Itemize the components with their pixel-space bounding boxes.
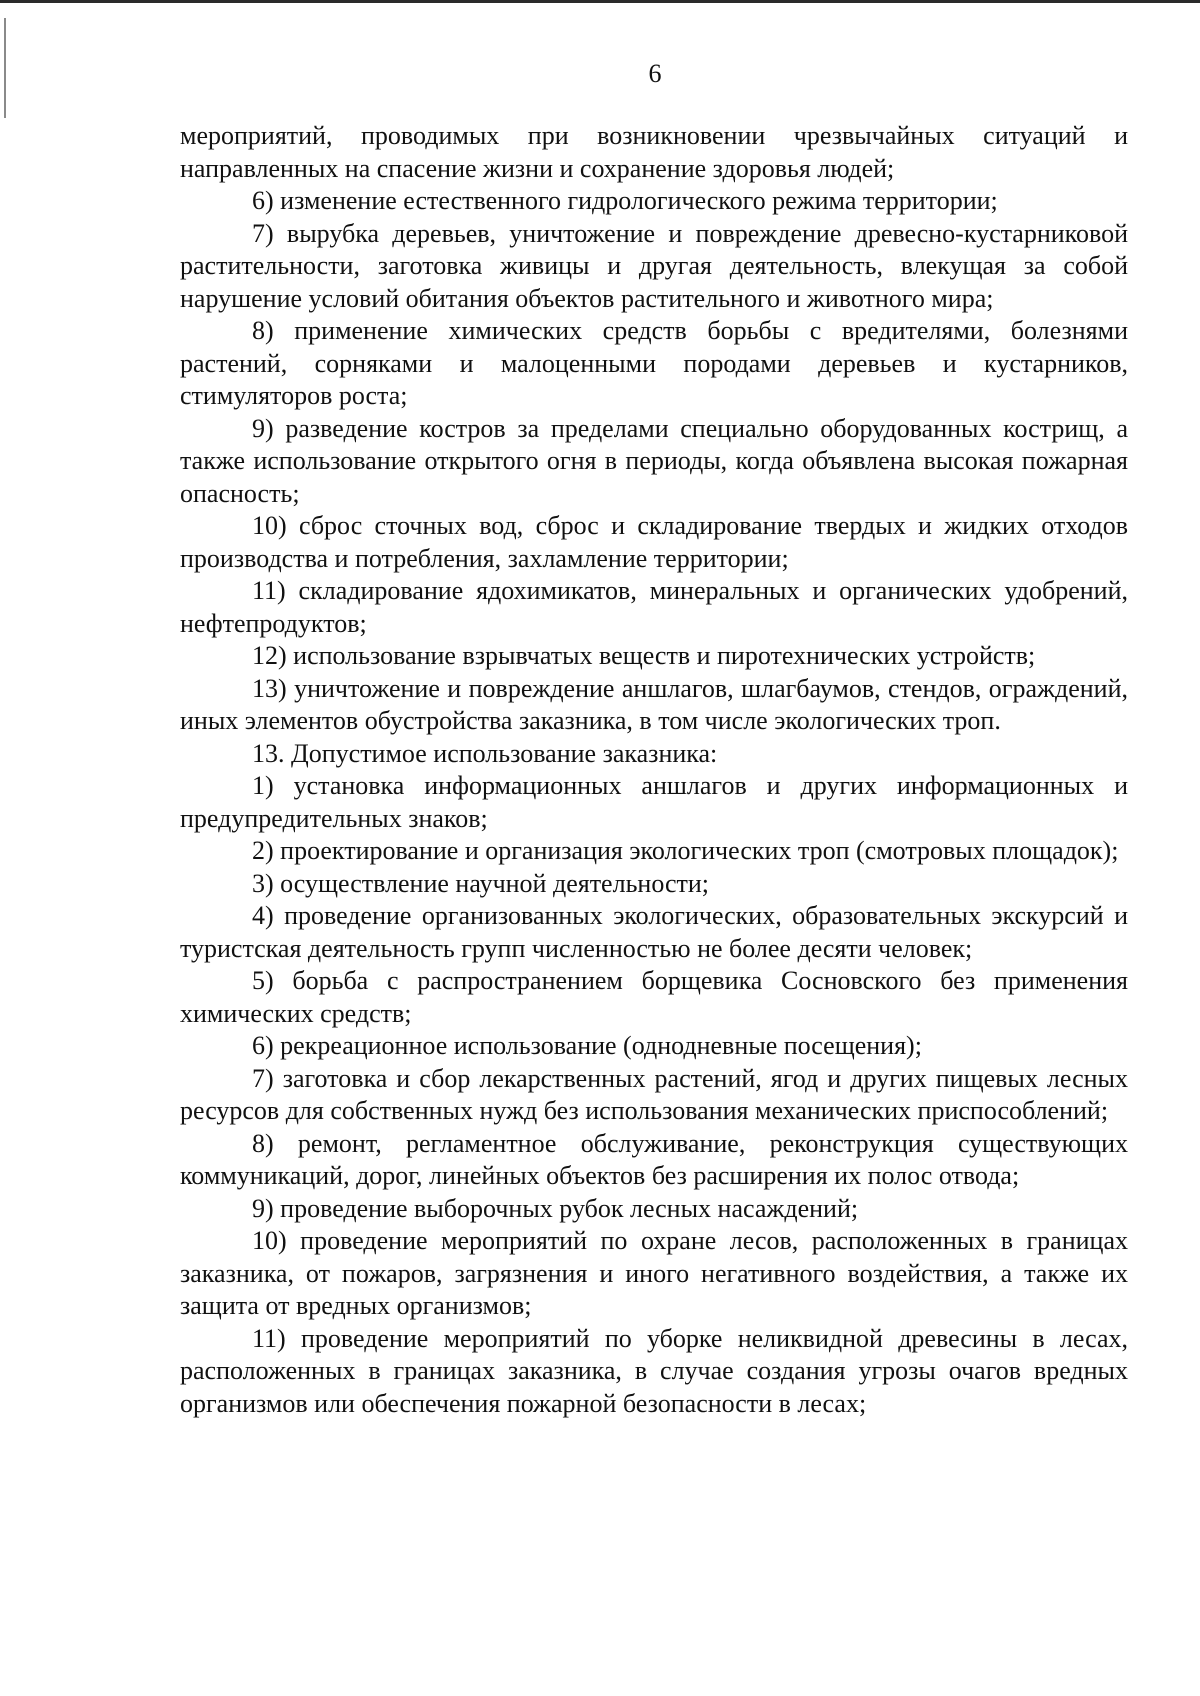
section-heading-13: 13. Допустимое использование заказника: (252, 738, 718, 768)
paragraph-item-10: 10) сброс сточных вод, сброс и складирование твердых и жидких отходов производства и потребления, захламление территории; (180, 511, 1128, 573)
allowed-item-1: 1) установка информационных аншлагов и других информационных и предупредительных знаков; (180, 771, 1128, 833)
paragraph-item-12: 12) использование взрывчатых веществ и пиротехнических устройств; (252, 641, 1036, 670)
allowed-item-7: 7) заготовка и сбор лекарственных растений, ягод и других пищевых лесных ресурсов для собственных нужд без использования механических приспособлений; (180, 1063, 1128, 1125)
paragraph-item-7: 7) вырубка деревьев, уничтожение и повреждение древесно-кустарниковой растительности, заготовка живицы и другая деятельность, влекущая за собой нарушение условий обитания объектов растительного и животного мира; (180, 218, 1128, 313)
paragraph-item-13: 13) уничтожение и повреждение аншлагов, шлагбаумов, стендов, ограждений, иных элементов обустройства заказника, в том числе экологических троп. (180, 673, 1128, 735)
paragraph-item-8: 8) применение химических средств борьбы с вредителями, болезнями растений, сорняками и малоценными породами деревьев и кустарников, стимуляторов роста; (180, 316, 1128, 410)
top-scan-border (0, 0, 1200, 3)
allowed-item-6: 6) рекреационное использование (однодневные посещения); (252, 1031, 922, 1060)
paragraph-continuation: мероприятий, проводимых при возникновении чрезвычайных ситуаций и направленных на спасение жизни и сохранение здоровья людей; (180, 121, 1128, 183)
paragraph-item-9: 9) разведение костров за пределами специально оборудованных кострищ, а также использование открытого огня в периоды, когда объявлена высокая пожарная опасность; (180, 413, 1128, 508)
allowed-item-5: 5) борьба с распространением борщевика Сосновского без применения химических средств; (180, 966, 1128, 1028)
allowed-item-2: 2) проектирование и организация экологических троп (смотровых площадок); (252, 836, 1119, 865)
allowed-item-4: 4) проведение организованных экологических, образовательных экскурсий и туристская деятельность групп численностью не более десяти человек; (180, 901, 1128, 963)
allowed-item-9: 9) проведение выборочных рубок лесных насаждений; (252, 1193, 859, 1223)
allowed-item-8: 8) ремонт, регламентное обслуживание, реконструкция существующих коммуникаций, дорог, линейных объектов без расширения их полос отвода; (180, 1128, 1128, 1190)
allowed-item-11: 11) проведение мероприятий по уборке неликвидной древесины в лесах, расположенных в границах заказника, в случае создания угрозы очагов вредных организмов или обеспечения пожарной безопасности в лесах; (180, 1323, 1128, 1418)
allowed-item-10: 10) проведение мероприятий по охране лесов, расположенных в границах заказника, от пожаров, загрязнения и иного негативного воздействия, а также их защита от вредных организмов; (180, 1226, 1128, 1320)
document-body (180, 120, 1128, 1420)
paragraph-item-11: 11) складирование ядохимикатов, минеральных и органических удобрений, нефтепродуктов; (180, 576, 1128, 638)
paragraph-item-6: 6) изменение естественного гидрологического режима территории; (252, 186, 998, 215)
page-number: 6 (648, 59, 662, 88)
allowed-item-3: 3) осуществление научной деятельности; (252, 868, 710, 898)
